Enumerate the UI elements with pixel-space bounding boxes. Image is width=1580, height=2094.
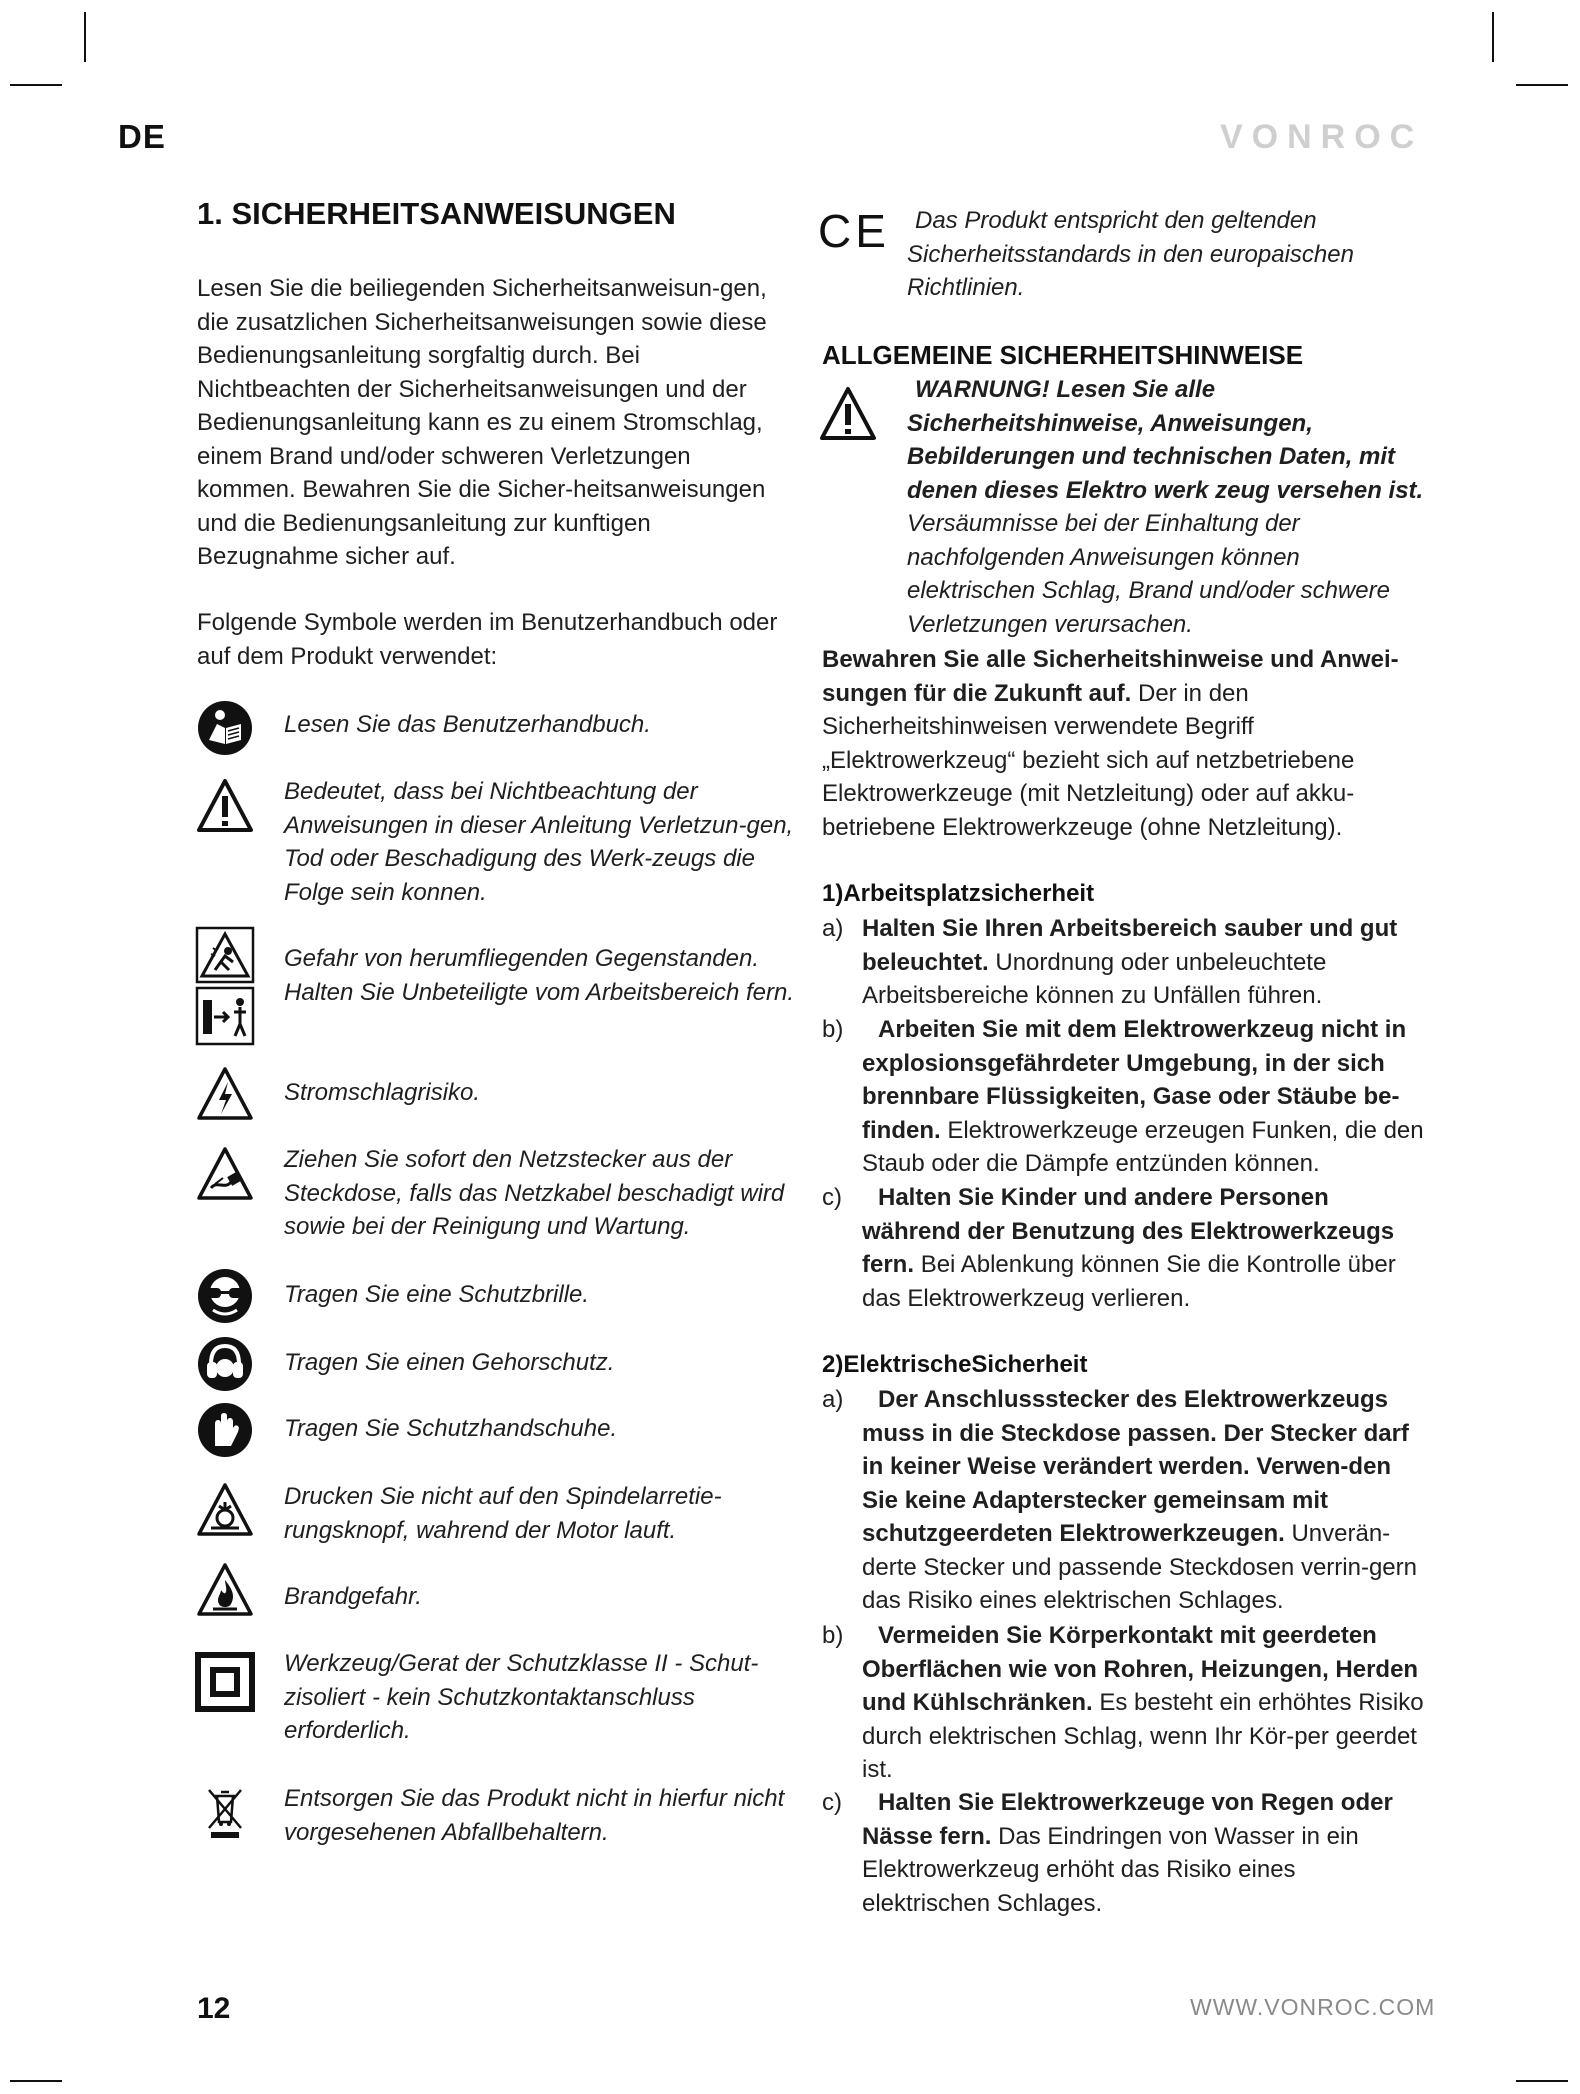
section-title: 1. SICHERHEITSANWEISUNGEN <box>197 196 676 231</box>
warning-paragraph <box>907 373 1427 641</box>
item-bold: Halten Sie Kinder und andere Personen während der Benutzung des Elektrowerkzeugs fern. <box>862 1184 1395 1278</box>
warning-bold: WARNUNG! Lesen Sie alle Sicherheitshinweise, Anweisungen, Bebilderungen und technischen Daten, mit denen dieses Elektro werk zeug versehen ist. <box>907 376 1424 504</box>
list-item <box>862 1181 1430 1315</box>
item-letter: a) <box>822 1386 844 1413</box>
general-heading: ALLGEMEINE SICHERHEITSHINWEISE <box>822 340 1304 370</box>
read-manual-icon <box>195 698 255 758</box>
ce-text: Das Produkt entspricht den geltenden Sicherheitsstandards in den europaischen Richtlinien. <box>907 207 1354 301</box>
spindle-lock-icon <box>195 1480 255 1540</box>
crop-mark <box>1516 84 1568 86</box>
keep-rest: Der in den Sicherheitshinweisen verwendete Begriff „Elektrowerkzeug“ bezieht sich auf netzbetriebene Elektrowerkzeuge (mit Netzleitung) oder auf akku-betriebene Elektrowerkzeuge (ohne Netzleitung). <box>822 679 1355 841</box>
crop-mark <box>84 12 86 62</box>
crop-mark <box>1492 12 1494 62</box>
warning-triangle-icon <box>818 384 878 444</box>
class-ii-icon <box>195 1652 255 1712</box>
footer-url[interactable]: WWW.VONROC.COM <box>1190 1994 1436 2020</box>
crop-mark <box>1516 2080 1568 2082</box>
ear-protection-icon <box>195 1334 255 1394</box>
weee-bin-icon <box>195 1782 255 1842</box>
crop-mark <box>10 84 62 86</box>
item-bold: Der Anschlussstecker des Elektrowerkzeugs muss in die Steckdose passen. Der Stecker darf in keiner Weise verändert werden. Verwen-den Sie keine Adapterstecker gemeinsam mit schutzgeerdeten Elektrowerkzeugen. <box>862 1386 1409 1547</box>
section-heading-workplace: 1)Arbeitsplatzsicherheit <box>822 880 1095 907</box>
item-bold: Halten Sie Elektrowerkzeuge von Regen oder Nässe fern. <box>862 1789 1393 1850</box>
list-item <box>862 1786 1430 1920</box>
item-bold: Halten Sie Ihren Arbeitsbereich sauber und gut beleuchtet. <box>862 915 1398 976</box>
language-code: DE <box>118 118 166 155</box>
item-letter: b) <box>822 1622 844 1649</box>
keep-bold: Bewahren Sie alle Sicherheitshinweise und Anwei-sungen für die Zukunft auf. <box>822 646 1399 707</box>
symbol-text: Werkzeug/Gerat der Schutzklasse II - Schut-zisoliert - kein Schutzkontaktanschluss erforderlich. <box>284 1650 759 1744</box>
item-letter: b) <box>822 1016 844 1043</box>
item-rest: Unverän-derte Stecker und passende Steckdosen verrin-gern das Risiko eines elektrischen Schlages. <box>862 1520 1417 1614</box>
page-number: 12 <box>197 1992 231 2025</box>
item-rest: Das Eindringen von Wasser in ein Elektrowerkzeug erhöht das Risiko eines elektrischen Schlages. <box>862 1822 1359 1917</box>
ce-mark: CE <box>818 205 890 257</box>
symbol-text: Ziehen Sie sofort den Netzstecker aus der Steckdose, falls das Netzkabel beschadigt wird sowie bei der Reinigung und Wartung. <box>284 1146 785 1240</box>
symbol-text: Entsorgen Sie das Produkt nicht in hierfur nicht vorgesehenen Abfallbehaltern. <box>284 1785 785 1846</box>
item-rest: Unordnung oder unbeleuchtete Arbeitsbereiche können zu Unfällen führen. <box>862 948 1327 1009</box>
brand-logo: VONROC <box>1220 118 1424 156</box>
item-letter: a) <box>822 915 844 942</box>
list-item <box>862 1383 1430 1618</box>
section-heading-electrical: 2)ElektrischeSicherheit <box>822 1351 1088 1378</box>
warning-rest: Versäumnisse bei der Einhaltung der nachfolgenden Anweisungen können elektrischen Schlag, Brand und/oder schwere Verletzungen verursachen. <box>907 510 1390 638</box>
symbol-text: Gefahr von herumfliegenden Gegenstanden. Halten Sie Unbeteiligte vom Arbeitsbereich fern. <box>284 945 795 1006</box>
symbol-text: Lesen Sie das Benutzerhandbuch. <box>284 711 651 738</box>
symbol-text: Stromschlagrisiko. <box>284 1079 481 1106</box>
item-rest: Bei Ablenkung können Sie die Kontrolle über das Elektrowerkzeug verlieren. <box>862 1251 1396 1312</box>
unplug-icon <box>195 1144 255 1204</box>
gloves-icon <box>195 1400 255 1460</box>
item-bold: Arbeiten Sie mit dem Elektrowerkzeug nicht in explosionsgefährdeter Umgebung, in der sich brennbare Flüssigkeiten, Gase oder Stäube be-finden. <box>862 1016 1407 1144</box>
list-item <box>862 1013 1430 1181</box>
electric-shock-icon <box>195 1064 255 1124</box>
flying-objects-icon <box>195 926 255 1046</box>
keep-paragraph <box>822 643 1442 844</box>
list-item <box>862 1619 1430 1787</box>
item-rest: Elektrowerkzeuge erzeugen Funken, die den Staub oder die Dämpfe entzünden können. <box>862 1116 1424 1177</box>
symbol-text: Tragen Sie eine Schutzbrille. <box>284 1281 590 1308</box>
symbol-text: Tragen Sie Schutzhandschuhe. <box>284 1415 618 1442</box>
symbol-text: Brandgefahr. <box>284 1583 422 1610</box>
fire-hazard-icon <box>195 1560 255 1620</box>
warning-triangle-icon <box>195 776 255 836</box>
intro-paragraph: Lesen Sie die beiliegenden Sicherheitsanweisun-gen, die zusatzlichen Sicherheitsanweisungen sowie diese Bedienungsanleitung sorgfaltig durch. Bei Nichtbeachten der Sicherheitsanweisungen und der Bedienungsanleitung kann es zu einem Stromschlag, einem Brand und/oder schweren Verletzungen kommen. Bewahren Sie die Sicher-heitsanweisungen und die Bedienungsanleitung zur kunftigen Bezugnahme sicher auf. <box>197 275 767 570</box>
item-rest: Es besteht ein erhöhtes Risiko durch elektrischen Schlag, wenn Ihr Kör-per geerdet ist. <box>862 1689 1424 1783</box>
safety-glasses-icon <box>195 1266 255 1326</box>
symbol-text: Tragen Sie einen Gehorschutz. <box>284 1349 615 1376</box>
symbols-intro: Folgende Symbole werden im Benutzerhandbuch oder auf dem Produkt verwendet: <box>197 609 778 670</box>
item-bold: Vermeiden Sie Körperkontakt mit geerdeten Oberflächen wie von Rohren, Heizungen, Herden und Kühlschränken. <box>862 1622 1419 1716</box>
item-letter: c) <box>822 1789 842 1816</box>
symbol-text: Drucken Sie nicht auf den Spindelarretie-rungsknopf, wahrend der Motor lauft. <box>284 1483 722 1544</box>
list-item <box>862 912 1430 1013</box>
item-letter: c) <box>822 1184 842 1211</box>
symbol-text: Bedeutet, dass bei Nichtbeachtung der Anweisungen in dieser Anleitung Verletzun-gen, Tod oder Beschadigung des Werk-zeugs die Folge sein konnen. <box>284 778 794 906</box>
crop-mark <box>10 2080 62 2082</box>
